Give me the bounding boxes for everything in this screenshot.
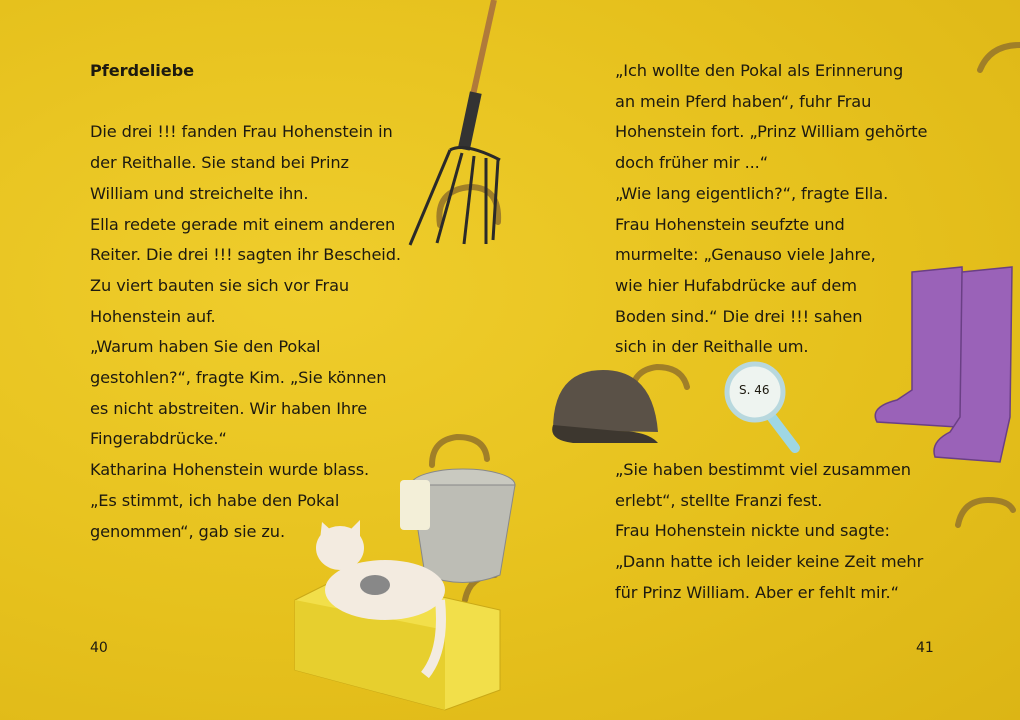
text-line: doch früher mir ...“ bbox=[615, 153, 769, 173]
text-line: murmelte: „Genauso viele Jahre, bbox=[615, 245, 876, 265]
text-line: Frau Hohenstein nickte und sagte: bbox=[615, 521, 890, 541]
text-line: Hohenstein auf. bbox=[90, 306, 216, 326]
page-number-right: 41 bbox=[916, 640, 934, 656]
right-page-text-top bbox=[615, 56, 927, 363]
text-line: Fingerabdrücke.“ bbox=[90, 429, 227, 449]
text-line: „Dann hatte ich leider keine Zeit mehr bbox=[615, 552, 924, 572]
right-page-text-bottom bbox=[615, 455, 923, 609]
text-line: gestohlen?“, fragte Kim. „Sie können bbox=[90, 368, 387, 388]
text-line: wie hier Hufabdrücke auf dem bbox=[615, 275, 857, 295]
text-line: es nicht abstreiten. Wir haben Ihre bbox=[90, 398, 368, 418]
riding-helmet-icon bbox=[552, 370, 658, 443]
text-line: „Ich wollte den Pokal als Erinnerung bbox=[615, 61, 904, 80]
text-line: „Sie haben bestimmt viel zusammen bbox=[615, 460, 911, 479]
pitchfork-icon bbox=[410, 0, 500, 245]
text-line: sich in der Reithalle um. bbox=[615, 337, 809, 357]
text-line: der Reithalle. Sie stand bei Prinz bbox=[90, 153, 349, 173]
text-line: Boden sind.“ Die drei !!! sahen bbox=[615, 306, 863, 326]
text-line: Ella redete gerade mit einem anderen bbox=[90, 214, 396, 234]
text-line: an mein Pferd haben“, fuhr Frau bbox=[615, 91, 872, 111]
text-line: für Prinz William. Aber er fehlt mir.“ bbox=[615, 582, 899, 602]
text-line: erlebt“, stellte Franzi fest. bbox=[615, 490, 823, 510]
text-line: Zu viert bauten sie sich vor Frau bbox=[90, 275, 350, 295]
text-line: Hohenstein fort. „Prinz William gehörte bbox=[615, 122, 928, 142]
text-line: genommen“, gab sie zu. bbox=[90, 521, 286, 541]
left-page-text bbox=[90, 56, 401, 547]
text-line: Reiter. Die drei !!! sagten ihr Bescheid. bbox=[90, 245, 401, 265]
text-line: Frau Hohenstein seufzte und bbox=[615, 214, 845, 234]
text-line: „Warum haben Sie den Pokal bbox=[90, 337, 321, 357]
magnifying-glass-icon bbox=[727, 364, 795, 448]
text-line: William und streichelte ihn. bbox=[90, 183, 309, 203]
text-line: „Es stimmt, ich habe den Pokal bbox=[90, 490, 340, 510]
magnifier-page-reference: S. 46 bbox=[739, 383, 770, 397]
page-number-left: 40 bbox=[90, 640, 108, 656]
text-line: Die drei !!! fanden Frau Hohenstein in bbox=[90, 122, 393, 142]
text-line: Katharina Hohenstein wurde blass. bbox=[90, 460, 370, 480]
chapter-title: Pferdeliebe bbox=[90, 61, 194, 80]
text-line: „Wie lang eigentlich?“, fragte Ella. bbox=[615, 183, 889, 203]
